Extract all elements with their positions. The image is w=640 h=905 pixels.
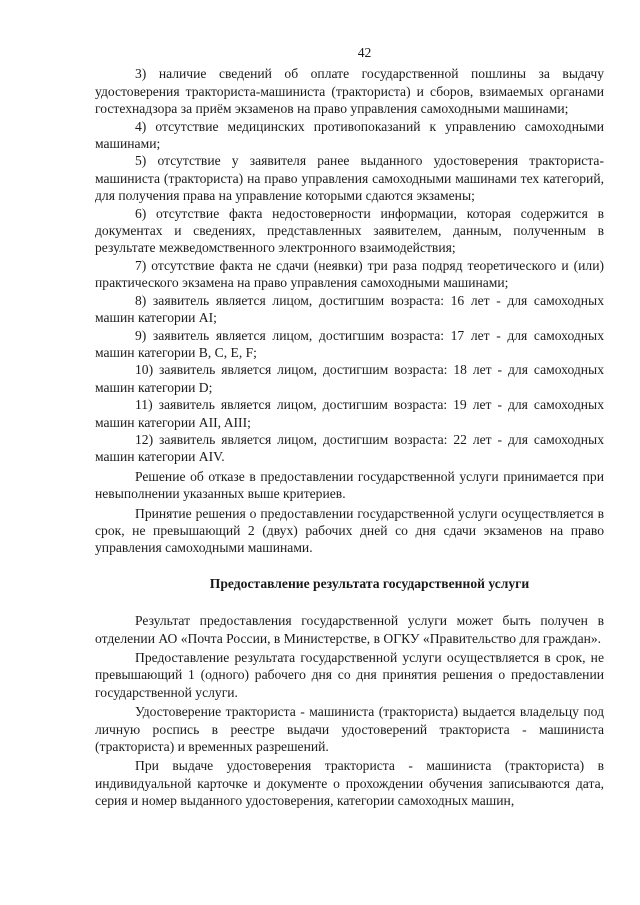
refusal-paragraph: Решение об отказе в предоставлении государственной услуги принимается при невыполнении указанных выше критериев. — [95, 468, 604, 502]
list-item: 10) заявитель является лицом, достигшим возраста: 18 лет - для самоходных машин категории D; — [95, 362, 604, 395]
paragraph: Результат предоставления государственной услуги может быть получен в отделении АО «Почта России, в Министерстве, в ОГКУ «Правительство для граждан». — [95, 613, 604, 646]
list-item: 8) заявитель является лицом, достигшим возраста: 16 лет - для самоходных машин категории AI; — [95, 292, 604, 326]
paragraph: При выдаче удостоверения тракториста - машиниста (тракториста) в индивидуальной карточке и документе о прохождении обучения записываются дата, серия и номер выданного удостоверения, категории самоходных машин, — [95, 758, 604, 809]
list-item: 3) наличие сведений об оплате государственной пошлины за выдачу удостоверения тракториста-машиниста (тракториста) и сборов, взимаемых органами гостехнадзора за приём экзаменов на право управления самоходными машинами; — [95, 66, 604, 117]
paragraph: Предоставление результата государственной услуги осуществляется в срок, не превышающий 1 (одного) рабочего дня со дня принятия решения о предоставлении государственной услуги. — [95, 650, 604, 700]
list-item: 5) отсутствие у заявителя ранее выданного удостоверения тракториста-машиниста (тракториста) на право управления самоходными машинами тех категорий, для получения права на управление которыми сдаются экзамены; — [95, 153, 604, 204]
section-heading: Предоставление результата государственной услуги — [209, 575, 530, 591]
list-item: 7) отсутствие факта не сдачи (неявки) три раза подряд теоретического и (или) практического экзамена на право управления самоходными машинами; — [95, 257, 604, 291]
list-item: 6) отсутствие факта недостоверности информации, которая содержится в документах и сведениях, представленных заявителем, данным, полученным в результате межведомственного электронного взаимодействия; — [95, 205, 604, 256]
section-body — [95, 612, 604, 809]
list-item: 4) отсутствие медицинских противопоказаний к управлению самоходными машинами; — [95, 118, 604, 152]
criteria-list — [95, 65, 604, 465]
list-item: 12) заявитель является лицом, достигшим возраста: 22 лет - для самоходных машин категории AIV. — [95, 431, 604, 465]
list-item: 11) заявитель является лицом, достигшим возраста: 19 лет - для самоходных машин категории AII, AIII; — [95, 397, 604, 430]
paragraph: Удостоверение тракториста - машиниста (тракториста) выдается владельцу под личную роспись в реестре выдачи удостоверений тракториста - машиниста (тракториста) и временных разрешений. — [95, 704, 604, 755]
decision-paragraph: Принятие решения о предоставлении государственной услуги осуществляется в срок, не превышающий 2 (двух) рабочих дней со дня сдачи экзаменов на право управления самоходными машинами. — [95, 505, 604, 556]
list-item: 9) заявитель является лицом, достигшим возраста: 17 лет - для самоходных машин категории B, C, E, F; — [95, 327, 604, 360]
page-number: 42 — [357, 45, 372, 60]
